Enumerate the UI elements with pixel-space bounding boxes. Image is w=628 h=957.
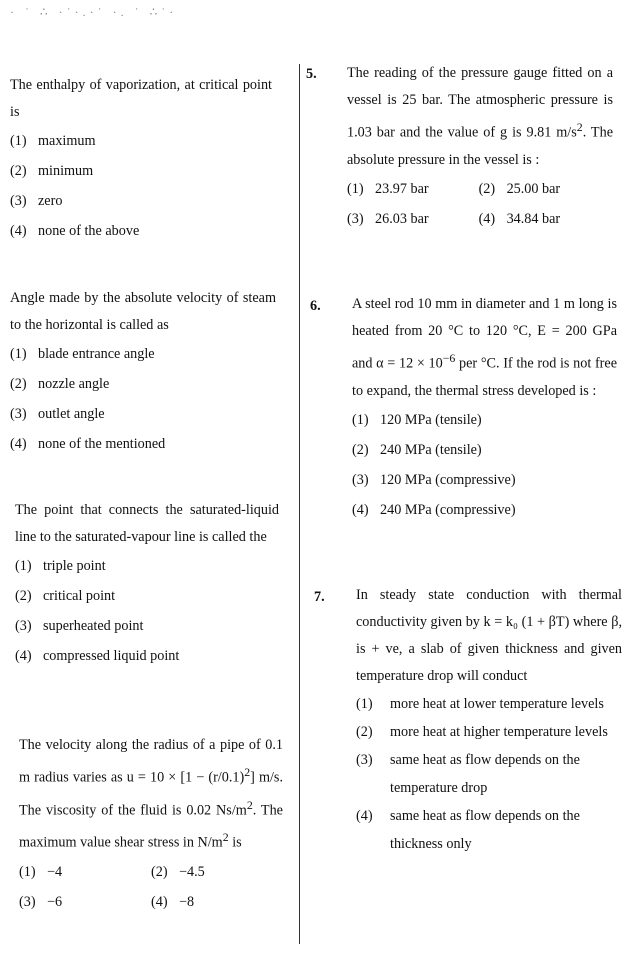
option-4[interactable]: (4) 34.84 bar bbox=[478, 210, 561, 227]
question-stem: The point that connects the saturated-liquid line to the saturated-vapour line is called the bbox=[15, 502, 279, 545]
question-2 bbox=[10, 285, 276, 459]
option-2[interactable]: (2) −4.5 bbox=[151, 864, 205, 881]
option-1[interactable]: (1) 23.97 bar bbox=[347, 180, 429, 197]
question-4 bbox=[19, 732, 283, 917]
option-1[interactable]: (1) −4 bbox=[19, 864, 63, 881]
option-2[interactable]: (2) 25.00 bar bbox=[478, 180, 561, 197]
question-number: 6. bbox=[310, 298, 321, 314]
option-3[interactable]: (3) zero bbox=[10, 193, 63, 209]
option-2[interactable]: (2) critical point bbox=[15, 588, 116, 604]
option-3[interactable]: (3) 120 MPa (compressive) bbox=[352, 471, 516, 488]
option-2[interactable]: (2) nozzle angle bbox=[10, 376, 110, 392]
option-2[interactable]: (2) 240 MPa (tensile) bbox=[352, 441, 482, 458]
column-divider bbox=[299, 64, 300, 944]
option-4[interactable]: (4) none of the above bbox=[10, 223, 140, 239]
option-3[interactable]: (3) −6 bbox=[19, 894, 63, 911]
question-5 bbox=[347, 60, 613, 234]
option-3[interactable]: (3) same heat as flow depends on the temperature drop bbox=[356, 752, 580, 796]
question-stem: The velocity along the radius of a pipe of 0.1 m radius varies as $u = 10 \times [1 - (r/0.1)^2]$ m/s. The viscosity of the fluid is 0.02 $Ns/m^2$. The maximum value shear stress in $N/m^2$ is bbox=[19, 737, 283, 852]
question-stem: In steady state conduction with thermal conductivity given by k = k₀ (1 + βT) where β, is + ve, a slab of given thickness and given temperature drop will conduct bbox=[356, 587, 622, 684]
option-4[interactable]: (4) −8 bbox=[151, 894, 195, 911]
question-7 bbox=[356, 582, 622, 858]
question-stem: A steel rod 10 mm in diameter and 1 m long is heated from 20 °C to 120 °C, E = 200 GPa and $\alpha = 12 \times 10^{-6}$ per °C. If the rod is not free to expand, the thermal stress developed is : bbox=[352, 296, 617, 399]
question-stem: Angle made by the absolute velocity of steam to the horizontal is called as bbox=[10, 290, 276, 333]
option-3[interactable]: (3) outlet angle bbox=[10, 406, 105, 422]
option-4[interactable]: (4) 240 MPa (compressive) bbox=[352, 501, 516, 518]
option-1[interactable]: (1) blade entrance angle bbox=[10, 346, 155, 362]
question-stem: The enthalpy of vaporization, at critical point is bbox=[10, 77, 272, 120]
question-number: 5. bbox=[306, 66, 317, 82]
option-1[interactable]: (1) 120 MPa (tensile) bbox=[352, 411, 482, 428]
option-1[interactable]: (1) triple point bbox=[15, 558, 106, 574]
scan-noise: · ˙ ∴ ·˙·.·˙ ·. ˙ ∴˙· bbox=[10, 5, 178, 19]
option-3[interactable]: (3) superheated point bbox=[15, 618, 144, 634]
option-2[interactable]: (2) minimum bbox=[10, 163, 94, 179]
option-1[interactable]: (1) more heat at lower temperature levels bbox=[356, 696, 604, 712]
question-6 bbox=[352, 291, 617, 525]
option-4[interactable]: (4) same heat as flow depends on the thickness only bbox=[356, 808, 580, 852]
question-stem: The reading of the pressure gauge fitted on a vessel is 25 bar. The atmospheric pressure is 1.03 bar and the value of g is 9.81 $m/s^2$. The absolute pressure in the vessel is : bbox=[347, 65, 613, 168]
option-4[interactable]: (4) none of the mentioned bbox=[10, 436, 166, 452]
option-1[interactable]: (1) maximum bbox=[10, 133, 96, 149]
question-number: 7. bbox=[314, 589, 325, 605]
question-3 bbox=[15, 497, 279, 671]
option-3[interactable]: (3) 26.03 bar bbox=[347, 210, 429, 227]
question-1 bbox=[10, 72, 272, 246]
option-4[interactable]: (4) compressed liquid point bbox=[15, 648, 180, 664]
option-2[interactable]: (2) more heat at higher temperature levels bbox=[356, 724, 608, 740]
